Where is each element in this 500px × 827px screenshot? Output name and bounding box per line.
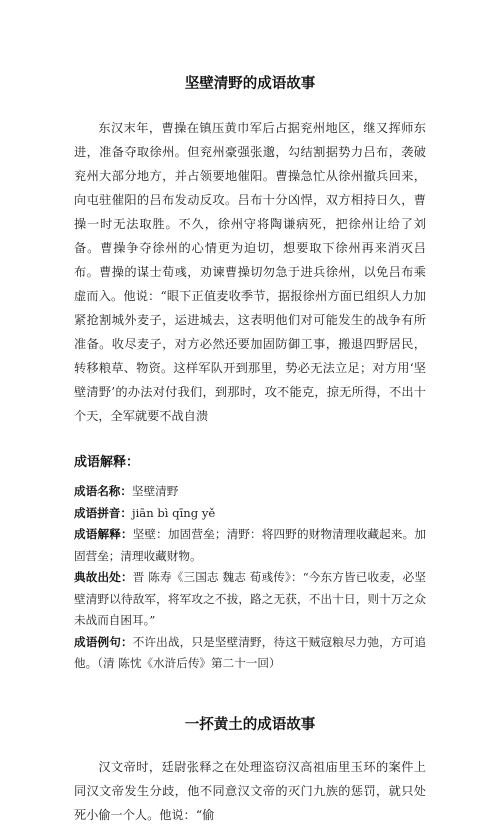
idiom-meaning-row (74, 524, 426, 567)
section-heading: 成语解释： (74, 455, 140, 470)
story-title-2: 一抔黄土的成语故事 (184, 715, 316, 733)
idiom-meaning-value: 坚壁：加固营垒；清野：将四野的财物清理收藏起来。加固营垒；清理收藏财物。 (74, 527, 426, 563)
idiom-source-value: 晋 陈寿《三国志 魏志 荀彧传》：“今东方皆已收麦，必坚壁清野以待敌军，将军攻之不拔，路之无获，不出十日，则十万之众未战而自困耳。” (74, 570, 426, 627)
idiom-source-row (74, 567, 426, 632)
idiom-pinyin-row (74, 503, 426, 525)
idiom-name-value: 坚壁清野 (131, 484, 179, 498)
idiom-source-label: 典故出处： (74, 570, 133, 584)
idiom-meaning-label: 成语解释： (74, 527, 133, 541)
idiom-pinyin-value: jiān bì qīng yě (131, 505, 216, 520)
story-paragraph: 东汉末年，曹操在镇压黄巾军后占据兖州地区，继又挥师东进，准备夺取徐州。但兖州豪强张邈，勾结割据势力吕布，袭破兖州大部分地方，并占领要地催阳。曹操急忙从徐州撤兵回来，向屯驻催阳的吕布发动反攻。吕布十分凶悍，双方相持日久，曹操一时无法取胜。不久，徐州守将陶谦病死，把徐州让给了刘备。曹操争夺徐州的心情更为迫切，想要取下徐州再来消灭吕布。曹操的谋士荀彧，劝谏曹操切勿急于进兵徐州，以免吕布乘虚而入。他说：“眼下正值麦收季节，据报徐州方面已组织人力加紧抢割城外麦子，运进城去，这表明他们对可能发生的战争有所准备。收尽麦子，对方必然还要加固防御工事，搬退四野居民，转移粮草、物资。这样军队开到那里，势必无法立足；对方用‘坚壁清野’的办法对付我们，到那时，攻不能克，掠无所得，不出十个天，全军就要不战自溃 (74, 121, 426, 423)
idiom-example-value: 不许出战，只是坚壁清野，待这干贼寇粮尽力弛，方可追他。（清 陈忱《水浒后传》第二十一回） (74, 634, 426, 670)
idiom-example-row (74, 632, 426, 675)
idiom-name-label: 成语名称： (74, 484, 132, 498)
idiom-example-label: 成语例句： (74, 634, 133, 649)
story-title: 坚壁清野的成语故事 (184, 75, 316, 92)
idiom-pinyin-label: 成语拼音： (74, 505, 132, 520)
idiom-name-row (74, 481, 426, 503)
story-paragraph-2: 汉文帝时，廷尉张释之在处理盗窃汉高祖庙里玉环的案件上同汉文帝发生分歧，他不同意汉文帝的灭门九族的惩罚，就只处死小偷一个人。他说：“偷 (74, 759, 426, 822)
